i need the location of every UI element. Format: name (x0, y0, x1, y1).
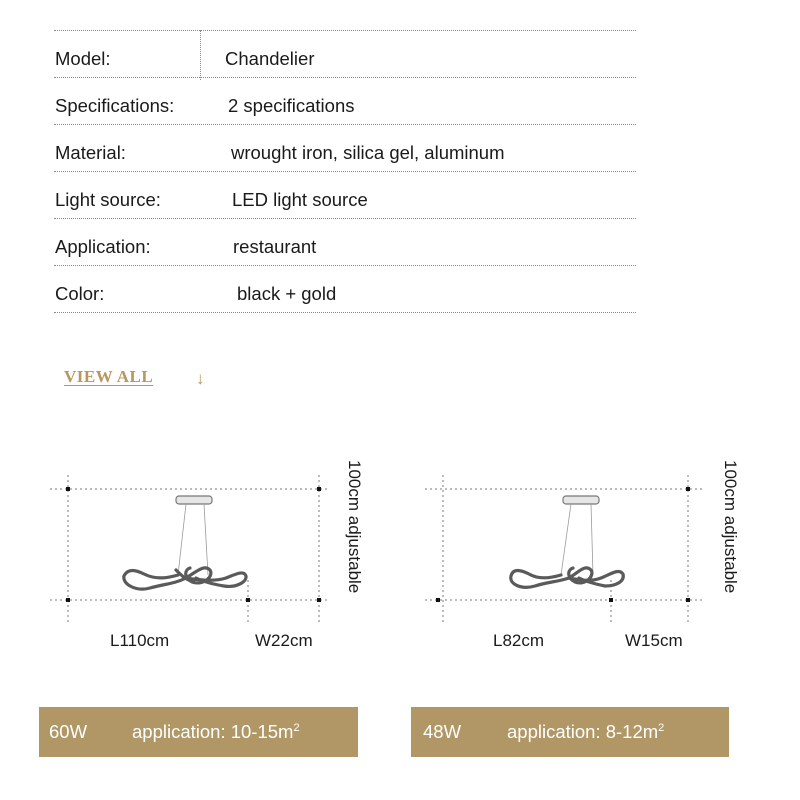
wattage-label: 48W (423, 721, 462, 742)
spec-key: Application: (55, 236, 151, 257)
application-area-label (132, 721, 300, 743)
product-diagram-2 (375, 450, 740, 670)
spec-key: Material: (55, 142, 126, 163)
spec-key: Specifications: (55, 95, 175, 116)
width-label: W22cm (255, 631, 313, 650)
spec-value: wrought iron, silica gel, aluminum (231, 142, 505, 163)
spec-key: Light source: (55, 189, 161, 210)
spec-value: Chandelier (225, 48, 315, 69)
view-all-link[interactable]: VIEW ALL (64, 367, 154, 386)
height-label: 100cm adjustable (345, 460, 364, 594)
length-label: L82cm (493, 631, 545, 650)
spec-key: Model: (55, 48, 111, 69)
product-diagram-1 (0, 450, 364, 670)
application-area-text: application: 10-15m (132, 721, 294, 742)
power-bar-1 (39, 707, 358, 757)
application-area-text: application: 8-12m (507, 721, 659, 742)
spec-row-application (54, 219, 636, 266)
spec-value: restaurant (233, 236, 317, 257)
spec-row-color (54, 266, 636, 313)
spec-value: 2 specifications (228, 95, 355, 116)
application-area-label (507, 721, 664, 743)
spec-key: Color: (55, 283, 105, 304)
spec-row-material (54, 125, 636, 172)
length-label: L110cm (110, 631, 170, 650)
spec-row-light-source (54, 172, 636, 219)
spec-value: LED light source (232, 189, 368, 210)
spec-row-specifications (54, 78, 636, 125)
height-label: 100cm adjustable (721, 460, 740, 594)
unit-superscript: 2 (293, 722, 300, 734)
wattage-label: 60W (49, 721, 88, 742)
spec-row-model (54, 31, 636, 78)
power-bar-2 (411, 707, 729, 757)
arrow-down-icon[interactable]: ↓ (196, 369, 205, 388)
spec-table (54, 30, 636, 313)
width-label: W15cm (625, 631, 683, 650)
spec-value: black + gold (237, 283, 337, 304)
unit-superscript: 2 (658, 722, 665, 734)
